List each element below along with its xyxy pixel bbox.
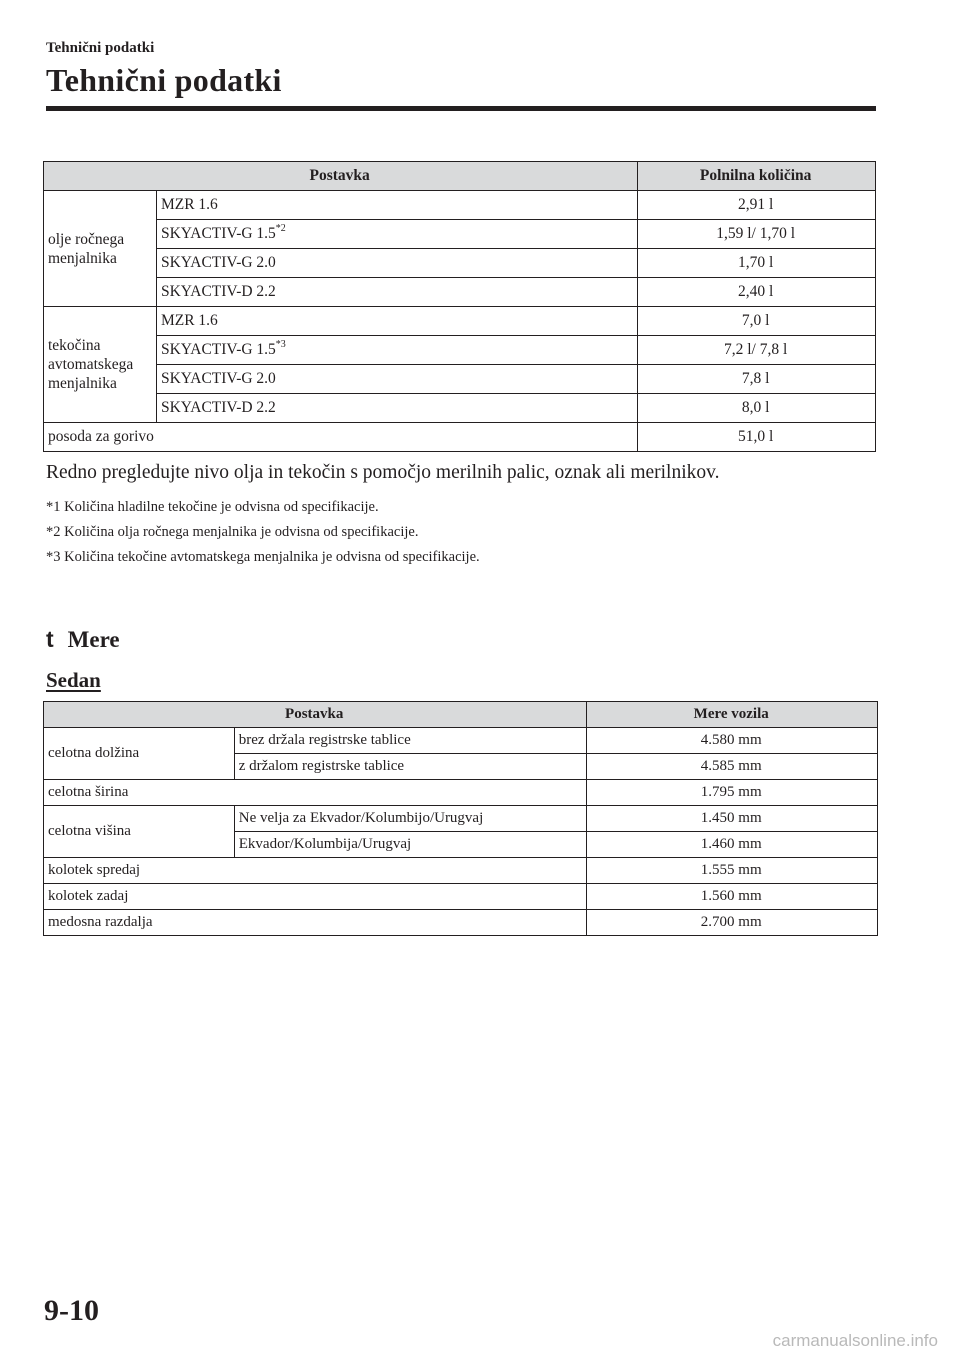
section-bullet: t (46, 626, 54, 652)
column-header-capacity: Polnilna količina (638, 162, 876, 191)
group-label-automatic-transmission-fluid: tekočina avtomatskega menjalnika (44, 307, 157, 423)
table-row (44, 728, 878, 754)
engine-cell (156, 191, 637, 220)
table-row (44, 307, 876, 336)
engine-name: SKYACTIV-G 2.0 (160, 370, 276, 387)
dimension-value: 1.560 mm (587, 884, 878, 910)
column-header-item: Postavka (44, 162, 638, 191)
fuel-tank-label: posoda za gorivo (44, 423, 638, 452)
front-tread-label: kolotek spredaj (44, 858, 587, 884)
engine-cell (156, 220, 637, 249)
table-row (44, 365, 876, 394)
capacity-value: 1,70 l (638, 249, 876, 278)
fuel-tank-value: 51,0 l (638, 423, 876, 452)
table-row (44, 278, 876, 307)
capacity-value: 2,40 l (638, 278, 876, 307)
column-header-dimensions: Mere vozila (587, 702, 878, 728)
table-row (44, 858, 878, 884)
table-row (44, 249, 876, 278)
dimension-value: 1.555 mm (587, 858, 878, 884)
dimensions-heading (46, 626, 120, 653)
table-row (44, 394, 876, 423)
dimension-value: 2.700 mm (587, 910, 878, 936)
engine-cell (156, 365, 637, 394)
capacity-value: 7,8 l (638, 365, 876, 394)
heading-rule (46, 106, 876, 111)
table-row (44, 423, 876, 452)
engine-cell (156, 394, 637, 423)
table-row (44, 806, 878, 832)
engine-cell (156, 307, 637, 336)
engine-name: SKYACTIV-D 2.2 (160, 283, 276, 300)
footnote-ref: *2 (275, 223, 286, 234)
fluid-capacities-table (43, 161, 876, 452)
engine-cell (156, 278, 637, 307)
table-row (44, 336, 876, 365)
capacity-value: 2,91 l (638, 191, 876, 220)
vehicle-dimensions-table (43, 701, 878, 936)
capacity-value: 7,0 l (638, 307, 876, 336)
dimension-value: 4.580 mm (587, 728, 878, 754)
table-row (44, 884, 878, 910)
watermark: carmanualsonline.info (772, 1331, 938, 1350)
rear-tread-label: kolotek zadaj (44, 884, 587, 910)
engine-cell (156, 336, 637, 365)
dimension-value: 1.450 mm (587, 806, 878, 832)
footnote-ref: *3 (275, 339, 286, 350)
dimension-value: 1.795 mm (587, 780, 878, 806)
wheelbase-label: medosna razdalja (44, 910, 587, 936)
variant-label: Ne velja za Ekvador/Kolumbijo/Urugvaj (234, 806, 587, 832)
overall-length-label: celotna dolžina (44, 728, 235, 780)
section-label: Tehnični podatki (46, 40, 155, 56)
engine-name: SKYACTIV-G 1.5 (160, 225, 276, 242)
engine-name: SKYACTIV-D 2.2 (160, 399, 276, 416)
table-row (44, 780, 878, 806)
dimensions-heading-text: Mere (67, 627, 120, 652)
engine-cell (156, 249, 637, 278)
variant-label: z držalom registrske tablice (234, 754, 587, 780)
engine-name: SKYACTIV-G 1.5 (160, 341, 276, 358)
table-row (44, 191, 876, 220)
sedan-heading: Sedan (46, 668, 101, 692)
variant-label: brez držala registrske tablice (234, 728, 587, 754)
page-number: 9-10 (44, 1294, 99, 1327)
footnote-1: *1 Količina hladilne tekočine je odvisna od specifikacije. (46, 499, 379, 515)
table-header-row (44, 162, 876, 191)
overall-height-label: celotna višina (44, 806, 235, 858)
engine-name: MZR 1.6 (160, 196, 218, 213)
table-header-row (44, 702, 878, 728)
dimension-value: 1.460 mm (587, 832, 878, 858)
inspection-note: Redno pregledujte nivo olja in tekočin s pomočjo merilnih palic, oznak ali merilnikov. (46, 462, 720, 483)
footnote-2: *2 Količina olja ročnega menjalnika je odvisna od specifikacije. (46, 524, 419, 540)
footnote-3: *3 Količina tekočine avtomatskega menjalnika je odvisna od specifikacije. (46, 549, 480, 565)
engine-name: SKYACTIV-G 2.0 (160, 254, 276, 271)
table-row (44, 910, 878, 936)
column-header-item: Postavka (44, 702, 587, 728)
group-label-manual-transmission-oil: olje ročnega menjalnika (44, 191, 157, 307)
table-row (44, 220, 876, 249)
capacity-value: 7,2 l/ 7,8 l (638, 336, 876, 365)
capacity-value: 8,0 l (638, 394, 876, 423)
dimension-value: 4.585 mm (587, 754, 878, 780)
variant-label: Ekvador/Kolumbija/Urugvaj (234, 832, 587, 858)
overall-width-label: celotna širina (44, 780, 587, 806)
engine-name: MZR 1.6 (160, 312, 218, 329)
page-title: Tehnični podatki (46, 62, 282, 98)
capacity-value: 1,59 l/ 1,70 l (638, 220, 876, 249)
